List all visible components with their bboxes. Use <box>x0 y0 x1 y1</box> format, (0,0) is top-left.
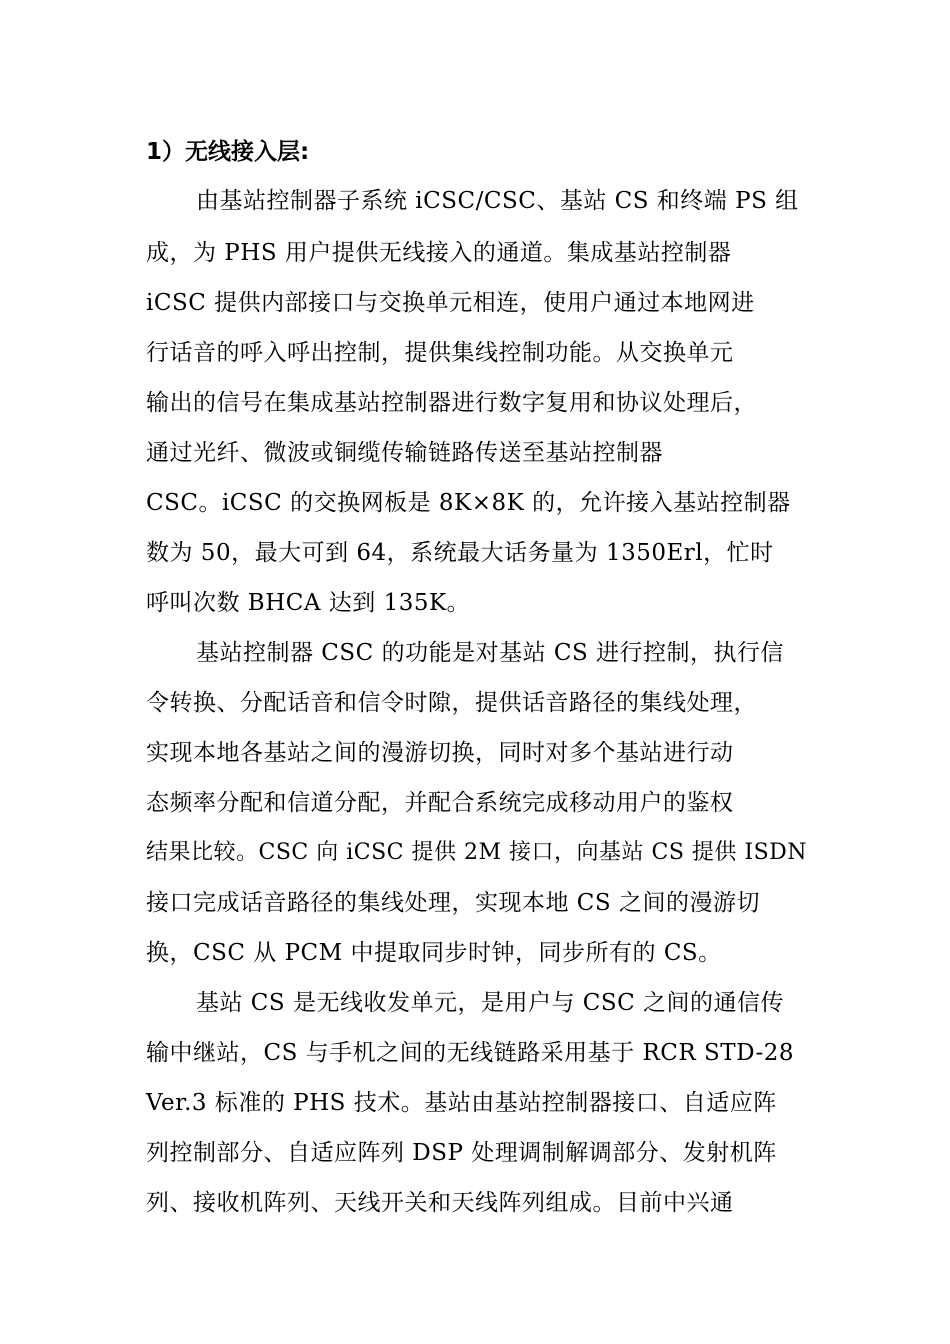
paragraph-3-line-5: 列、接收机阵列、天线开关和天线阵列组成。目前中兴通 <box>146 1190 734 1216</box>
paragraph-3-line-4: 列控制部分、自适应阵列 DSP 处理调制解调部分、发射机阵 <box>146 1140 777 1166</box>
paragraph-1-line-1: 由基站控制器子系统 iCSC/CSC、基站 CS 和终端 PS 组 <box>196 188 799 214</box>
paragraph-2-line-7: 换，CSC 从 PCM 中提取同步时钟，同步所有的 CS。 <box>146 940 722 966</box>
paragraph-1-line-3: iCSC 提供内部接口与交换单元相连，使用户通过本地网进 <box>146 290 755 316</box>
paragraph-3-line-2: 输中继站，CS 与手机之间的无线链路采用基于 RCR STD-28 <box>146 1040 795 1066</box>
paragraph-3-line-1: 基站 CS 是无线收发单元，是用户与 CSC 之间的通信传 <box>196 990 785 1016</box>
paragraph-1-line-4: 行话音的呼入呼出控制，提供集线控制功能。从交换单元 <box>146 340 734 366</box>
paragraph-1-line-9: 呼叫次数 BHCA 达到 135K。 <box>146 590 471 616</box>
paragraph-3-line-3: Ver.3 标准的 PHS 技术。基站由基站控制器接口、自适应阵 <box>146 1090 777 1116</box>
paragraph-1-line-6: 通过光纤、微波或铜缆传输链路传送至基站控制器 <box>146 440 663 466</box>
paragraph-2-line-2: 令转换、分配话音和信令时隙，提供话音路径的集线处理， <box>146 690 757 716</box>
paragraph-1-line-5: 输出的信号在集成基站控制器进行数字复用和协议处理后， <box>146 390 757 416</box>
paragraph-2-line-3: 实现本地各基站之间的漫游切换，同时对多个基站进行动 <box>146 740 734 766</box>
paragraph-2-line-1: 基站控制器 CSC 的功能是对基站 CS 进行控制，执行信 <box>196 640 785 666</box>
paragraph-1-line-7: CSC。iCSC 的交换网板是 8K×8K 的，允许接入基站控制器 <box>146 490 791 516</box>
paragraph-1-line-8: 数为 50，最大可到 64，系统最大话务量为 1350Erl，忙时 <box>146 540 774 566</box>
paragraph-2-line-6: 接口完成话音路径的集线处理，实现本地 CS 之间的漫游切 <box>146 890 760 916</box>
paragraph-1-line-2: 成，为 PHS 用户提供无线接入的通道。集成基站控制器 <box>146 240 732 266</box>
paragraph-2-line-5: 结果比较。CSC 向 iCSC 提供 2M 接口，向基站 CS 提供 ISDN <box>146 840 808 865</box>
paragraph-2-line-4: 态频率分配和信道分配，并配合系统完成移动用户的鉴权 <box>146 790 734 816</box>
section-heading: 1）无线接入层: <box>146 139 310 165</box>
